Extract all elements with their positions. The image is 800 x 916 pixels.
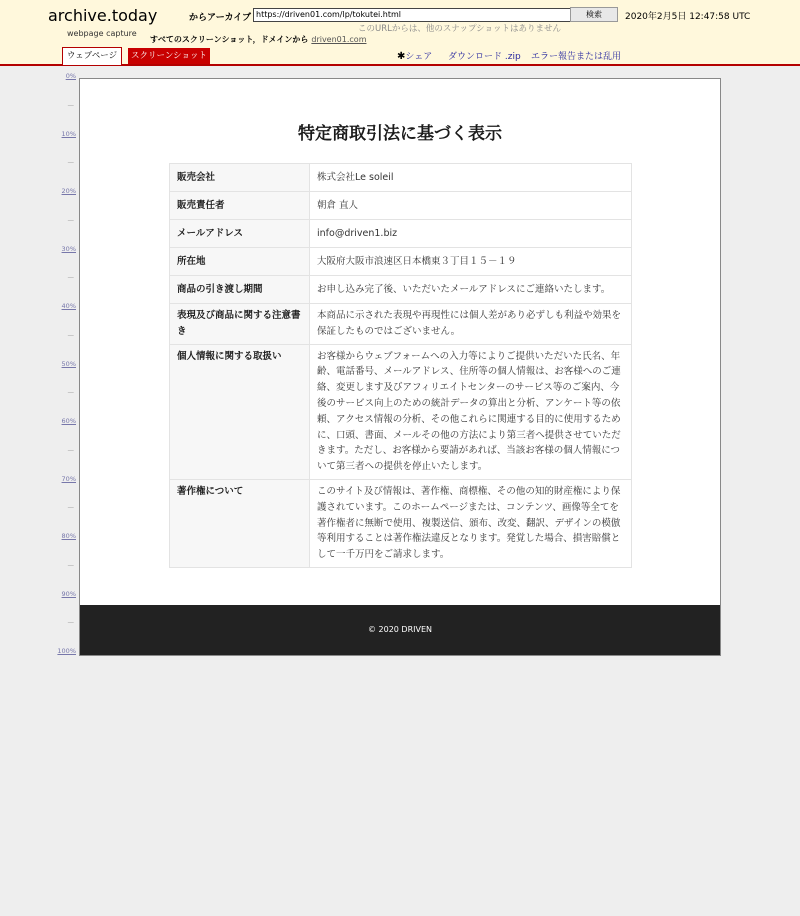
archive-logo[interactable]: archive.today — [48, 6, 158, 25]
ruler-mark[interactable]: 100% — [57, 647, 76, 655]
ruler-tick: — — [67, 273, 74, 282]
table-row — [170, 248, 632, 276]
ruler-mark[interactable]: 90% — [61, 589, 76, 598]
tab-webpage[interactable]: ウェブページ — [62, 47, 122, 65]
ruler-tick: — — [67, 445, 74, 454]
row-label: 販売責任者 — [170, 192, 310, 220]
table-row — [170, 276, 632, 304]
table-row — [170, 344, 632, 479]
row-label: 個人情報に関する取扱い — [170, 344, 310, 479]
row-label: 商品の引き渡し期間 — [170, 276, 310, 304]
legal-info-body — [170, 164, 632, 568]
row-value: 本商品に示された表現や再現性には個人差があり必ずしも利益や効果を保証したものではございません。 — [310, 304, 632, 345]
page-ruler — [0, 0, 78, 916]
ruler-tick: — — [67, 618, 74, 627]
row-value: お申し込み完了後、いただいたメールアドレスにご連絡いたします。 — [310, 276, 632, 304]
domain-link[interactable]: driven01.com — [311, 35, 367, 44]
ruler-tick: — — [67, 158, 74, 167]
all-screenshots-text: すべてのスクリーンショット，ドメインから — [150, 35, 309, 44]
report-abuse-link[interactable]: エラー報告または乱用 — [531, 52, 622, 62]
page-footer — [80, 605, 720, 655]
ruler-mark[interactable]: 60% — [61, 417, 76, 425]
all-screenshots-label — [150, 34, 366, 45]
footer-copyright: © 2020 DRIVEN — [367, 625, 433, 634]
ruler-tick: — — [67, 100, 74, 109]
table-row — [170, 479, 632, 567]
table-row — [170, 304, 632, 345]
row-value: 大阪府大阪市浪速区日本橋東３丁目１５－１９ — [310, 248, 632, 276]
search-button[interactable]: 検索 — [570, 7, 618, 22]
row-label: 著作権について — [170, 479, 310, 567]
row-label: 表現及び商品に関する注意書き — [170, 304, 310, 345]
ruler-tick: — — [67, 560, 74, 569]
no-snapshots-notice: このURLからは、他のスナップショットはありません — [358, 24, 562, 34]
ruler-tick: — — [67, 330, 74, 339]
share-icon: ✱ — [397, 51, 406, 62]
download-zip-link[interactable]: ダウンロード .zip — [448, 52, 521, 62]
table-row — [170, 164, 632, 192]
row-value: 朝倉 直人 — [310, 192, 632, 220]
row-value[interactable]: info@driven1.biz — [310, 220, 632, 248]
archive-header — [0, 0, 800, 66]
ruler-mark[interactable]: 30% — [61, 244, 76, 253]
share-link[interactable] — [397, 49, 432, 62]
row-label: 所在地 — [170, 248, 310, 276]
row-label: 販売会社 — [170, 164, 310, 192]
row-value: このサイト及び情報は、著作権、商標権、その他の知的財産権により保護されています。このホームページまたは、コンテンツ、画像等全てを著作権者に無断で使用、複製送信、頒布、改変、翻訳、デザインの模倣等利用することは著作権法違反となります。発覚した場合、損害賠償として一千万円をご請求します。 — [310, 479, 632, 567]
archive-logo-subtitle: webpage capture — [67, 29, 137, 38]
ruler-mark[interactable]: 40% — [61, 302, 76, 310]
table-row — [170, 192, 632, 220]
ruler-mark[interactable]: 20% — [61, 187, 76, 195]
ruler-mark[interactable]: 70% — [61, 474, 76, 483]
ruler-mark[interactable]: 0% — [65, 72, 76, 80]
ruler-mark[interactable]: 80% — [61, 532, 76, 540]
legal-info-table — [169, 163, 632, 568]
share-label: シェア — [405, 52, 433, 62]
archive-from-label: からアーカイブ — [189, 13, 252, 23]
ruler-mark[interactable]: 10% — [61, 129, 76, 138]
row-value: お客様からウェブフォームへの入力等によりご提供いただいた氏名、年齢、電話番号、メールアドレス、住所等の個人情報は、お客様へのご連絡、変更します及びアフィリエイトセンターのサービス等のご案内、今後のサービス向上のための統計データの算出と分析、アンケート等の依頼、アクセス情報の分析、その他これらに関連する目的に使用するために、口頭、書面、メールその他の方法により第三者へ提供させていただきます。ただし、お客様から要請があれば、当該お客様の個人情報について第三者への提供を停止いたします。 — [310, 344, 632, 479]
row-label: メールアドレス — [170, 220, 310, 248]
ruler-mark[interactable]: 50% — [61, 359, 76, 368]
ruler-tick: — — [67, 215, 74, 224]
table-row — [170, 220, 632, 248]
tab-screenshot[interactable]: スクリーンショット — [128, 48, 210, 64]
ruler-tick: — — [67, 388, 74, 397]
capture-date[interactable]: 2020年2月5日 12:47:58 UTC — [625, 12, 751, 22]
url-input[interactable]: https://driven01.com/lp/tokutei.html — [253, 8, 571, 22]
ruler-tick: — — [67, 503, 74, 512]
row-value: 株式会社Le soleil — [310, 164, 632, 192]
page-title: 特定商取引法に基づく表示 — [298, 124, 502, 144]
captured-page — [79, 78, 721, 656]
